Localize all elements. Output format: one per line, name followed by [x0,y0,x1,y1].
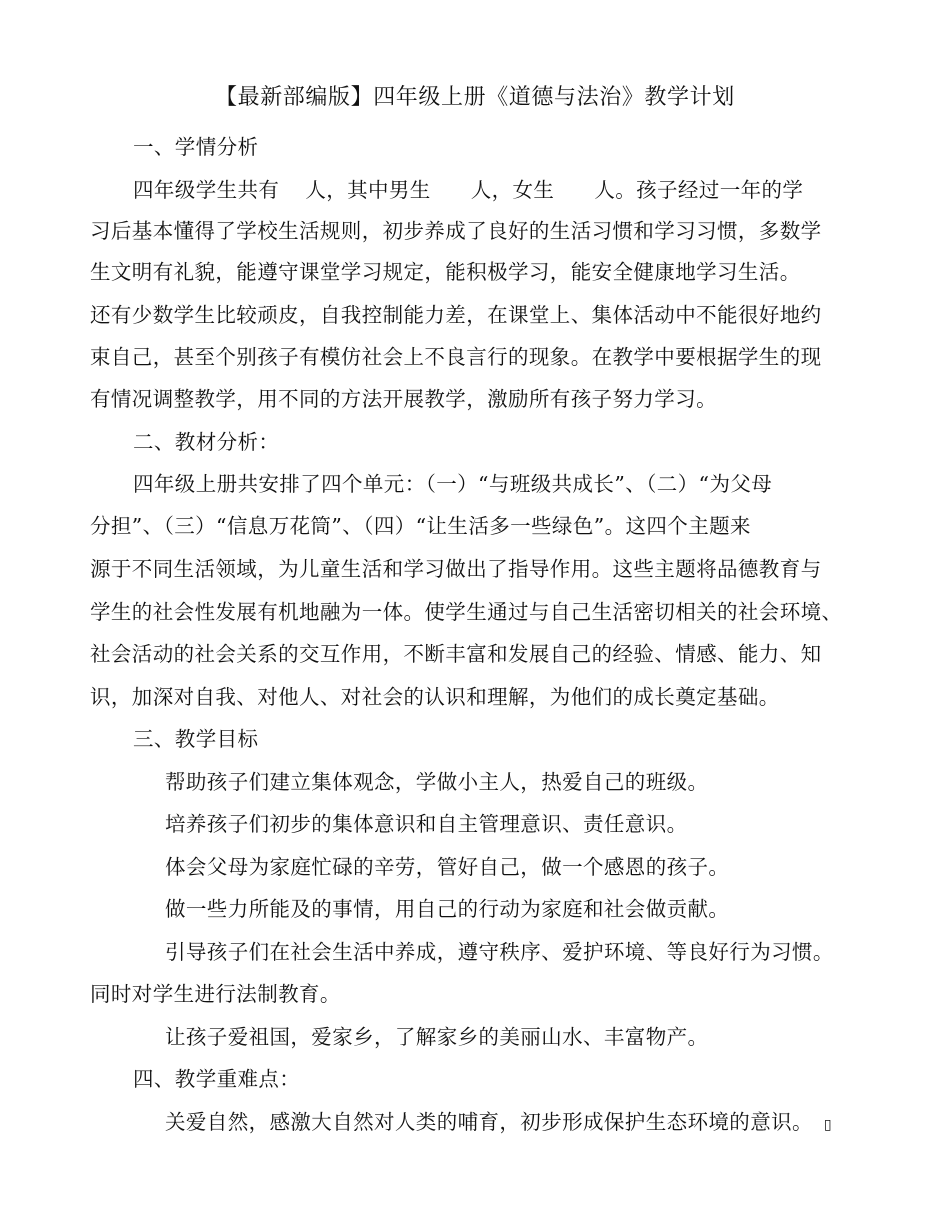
text-fragment: 人，女生 [470,178,555,202]
text-fragment: 关爱自然，感激大自然对人类的哺育，初步形成保护生态环境的意识。 [165,1110,813,1134]
section-heading-1: 一、学情分析 [133,135,259,159]
paragraph-line [165,1108,832,1139]
goal-item: 引导孩子们在社会生活中养成，遵守秩序、爱护环境、等良好行为习惯。 [165,940,834,964]
paragraph-line: 四年级上册共安排了四个单元：（一）“与班级共成长”、（二）“为父母 [133,472,773,496]
section-heading-2: 二、教材分析： [133,430,280,454]
goal-item: 同时对学生进行法制教育。 [90,982,341,1006]
goal-item: 帮助孩子们建立集体观念，学做小主人，热爱自己的班级。 [165,770,709,794]
text-fragment: 四年级学生共有 [133,178,280,202]
goal-item: 让孩子爱祖国，爱家乡，了解家乡的美丽山水、丰富物产。 [165,1025,709,1049]
paragraph-line: 社会活动的社会关系的交互作用，不断丰富和发展自己的经验、情感、能力、知 [90,642,822,666]
text-fragment: 人，其中男生 [305,178,431,202]
paragraph-line: 识，加深对自我、对他人、对社会的认识和理解，为他们的成长奠定基础。 [90,685,780,709]
goal-item: 做一些力所能及的事情，用自己的行动为家庭和社会做贡献。 [165,897,730,921]
paragraph-line [133,176,803,204]
missing-glyph-icon: ▯ [823,1117,832,1133]
paragraph-line: 生文明有礼貌，能遵守课堂学习规定，能积极学习，能安全健康地学习生活。 [90,260,801,284]
section-heading-3: 三、教学目标 [133,727,259,751]
document-title: 【最新部编版】四年级上册《道德与法治》教学计划 [215,85,735,110]
paragraph-line: 学生的社会性发展有机地融为一体。使学生通过与自己生活密切相关的社会环境、 [90,600,843,624]
paragraph-line: 还有少数学生比较顽皮，自我控制能力差，在课堂上、集体活动中不能很好地约 [90,303,822,327]
paragraph-line: 束自己，甚至个别孩子有模仿社会上不良言行的现象。在教学中要根据学生的现 [90,345,822,369]
paragraph-line: 分担”、（三）“信息万花筒”、（四）“让生活多一些绿色”。这四个主题来 [90,514,751,538]
paragraph-line: 有情况调整教学，用不同的方法开展教学，激励所有孩子努力学习。 [90,387,717,411]
section-heading-4: 四、教学重难点： [133,1067,301,1091]
goal-item: 体会父母为家庭忙碌的辛劳，管好自己，做一个感恩的孩子。 [165,855,730,879]
text-fragment: 人。孩子经过一年的学 [594,178,804,202]
paragraph-line: 习后基本懂得了学校生活规则，初步养成了良好的生活习惯和学习习惯，多数学 [90,219,822,243]
paragraph-line: 源于不同生活领域，为儿童生活和学习做出了指导作用。这些主题将品德教育与 [90,557,822,581]
goal-item: 培养孩子们初步的集体意识和自主管理意识、责任意识。 [165,812,688,836]
